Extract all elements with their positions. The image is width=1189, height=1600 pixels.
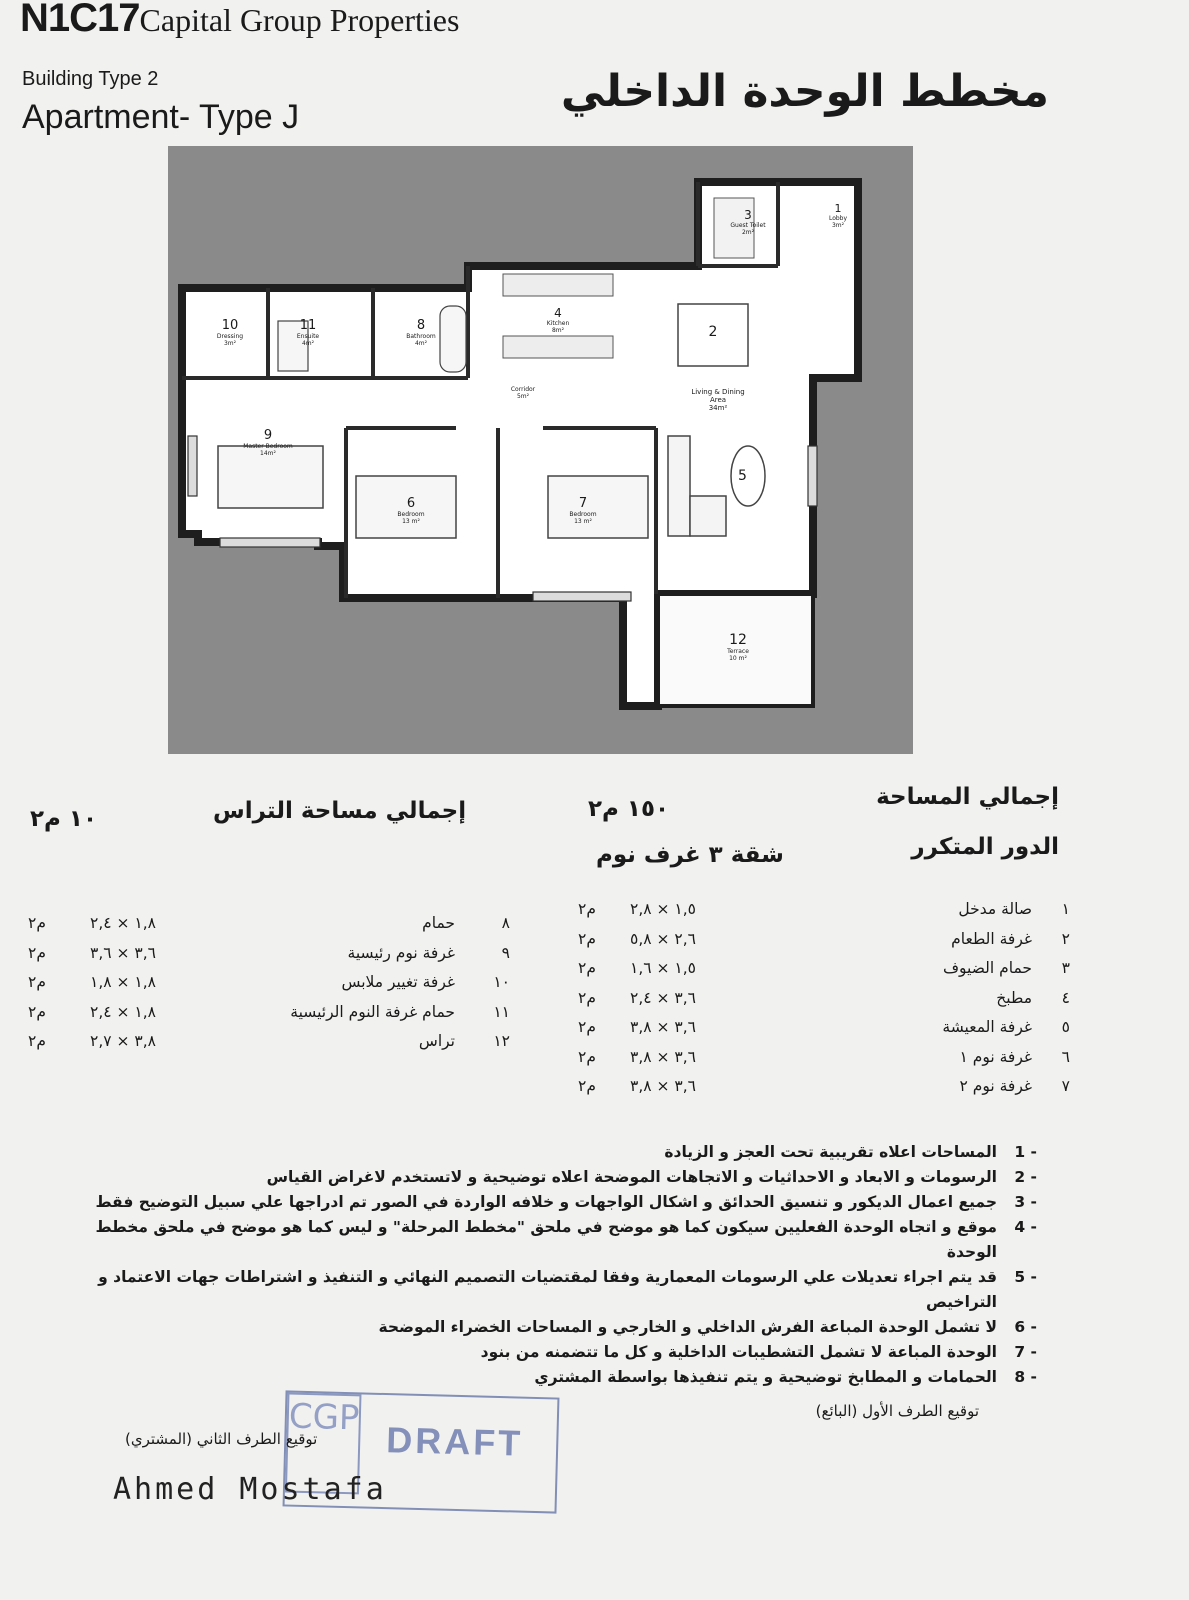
room-label-living [688, 388, 748, 412]
room-area: 13 m² [402, 518, 420, 525]
room-name: تراس [418, 1032, 455, 1050]
notes-list [87, 1140, 1037, 1390]
room-dims: ١,٥ × ٢,٨ [630, 900, 696, 918]
room-number: 6 [406, 496, 416, 511]
room-number: ١ [1061, 900, 1070, 918]
room-number: 4 [554, 306, 562, 320]
room-table-left [20, 914, 530, 1064]
room-dims: ١,٨ × ١,٨ [90, 973, 156, 991]
note-item [87, 1190, 1037, 1215]
room-row [570, 989, 1070, 1015]
terrace-area-value: ١٠ م٢ [30, 806, 97, 832]
room-name: غرفة نوم رئيسية [347, 943, 455, 962]
room-label-ensuite [286, 318, 330, 347]
room-area: 13 m² [574, 518, 592, 525]
room-area: 3m² [223, 340, 237, 347]
note-text: الرسومات و الابعاد و الاحداثيات و الاتجاهات الموضحة اعلاه توضيحية و لاتستخدم لاغراض القياس [266, 1168, 997, 1186]
room-name: صالة مدخل [958, 900, 1032, 918]
floor-plan [168, 146, 913, 754]
note-number: 7 - [1014, 1343, 1037, 1361]
room-row [570, 900, 1070, 926]
note-text: قد يتم اجراء تعديلات علي الرسومات المعمارية وفقا لمقتضيات التصميم النهائي و التنفيذ و اشتراطات جهات الاعتماد و التراخيص [98, 1268, 997, 1311]
buyer-signature-label: توقيع الطرف الثاني (المشتري) [125, 1430, 318, 1448]
room-number: 12 [729, 632, 747, 648]
note-item [87, 1265, 1037, 1315]
room-number-living: 2 [708, 324, 718, 340]
room-area: 3m² [831, 222, 845, 229]
room-row [570, 959, 1070, 985]
stamp-text: DRAFT [385, 1419, 524, 1464]
seller-signature-label: توقيع الطرف الأول (البائع) [815, 1402, 979, 1420]
note-number: 5 - [1014, 1268, 1037, 1286]
room-label-terrace [713, 632, 763, 662]
room-unit: م٢ [578, 929, 596, 948]
note-number: 8 - [1014, 1368, 1037, 1386]
room-unit: م٢ [578, 959, 596, 977]
room-number: ٤ [1061, 988, 1070, 1007]
room-label-master-bedroom [243, 428, 293, 457]
room-label-dressing [208, 318, 252, 347]
room-label-bedroom-7 [558, 496, 608, 525]
room-name: Living & Dining Area [691, 388, 745, 404]
room-row [20, 973, 520, 999]
room-name: Kitchen [546, 320, 570, 327]
room-unit: م٢ [578, 1018, 596, 1036]
room-name: Terrace [727, 648, 749, 655]
room-row [570, 1048, 1070, 1074]
note-item [87, 1340, 1037, 1365]
room-label-corridor [498, 386, 548, 400]
room-number: ١٢ [493, 1032, 510, 1050]
room-dims: ١,٨ × ٢,٤ [90, 914, 156, 932]
room-row [20, 944, 520, 970]
note-number: 2 - [1014, 1168, 1037, 1186]
apartment-type: Apartment- Type J [22, 98, 300, 136]
note-item [87, 1365, 1037, 1390]
room-name: غرفة نوم ١ [959, 1047, 1032, 1066]
room-unit: م٢ [28, 914, 46, 932]
room-number: ٦ [1061, 1047, 1070, 1066]
room-dims: ٣,٦ × ٣,٦ [90, 943, 156, 962]
room-unit: م٢ [28, 973, 46, 991]
note-number: 1 - [1014, 1143, 1037, 1161]
room-number: 7 [578, 496, 588, 511]
building-type: Building Type 2 [22, 68, 159, 90]
room-number: 9 [263, 428, 273, 443]
room-number: ٩ [501, 943, 510, 962]
room-number: 1 [834, 202, 842, 215]
room-name: Bedroom [397, 511, 425, 518]
note-text: جميع اعمال الديكور و تنسيق الحدائق و اشكال الواجهات و خلافه الواردة في الصور تم ادراجها علي سبيل التوضيح فقط [95, 1193, 997, 1211]
note-text: لا تشمل الوحدة المباعة الفرش الداخلي و الخارجي و المساحات الخضراء الموضحة [378, 1318, 997, 1336]
room-name: غرفة تغيير ملابس [341, 973, 455, 991]
room-dims: ٣,٦ × ٢,٤ [630, 988, 696, 1007]
buyer-handwritten-signature: Ahmed Mostafa [113, 1472, 387, 1507]
room-name: غرفة الطعام [951, 929, 1032, 948]
room-unit: م٢ [578, 1047, 596, 1066]
note-number: 3 - [1014, 1193, 1037, 1211]
floor-label: الدور المتكرر [911, 834, 1059, 860]
note-item [87, 1315, 1037, 1340]
room-number: 8 [416, 318, 426, 333]
room-number: ٧ [1061, 1077, 1070, 1095]
room-area: 5m² [516, 393, 530, 400]
room-number: ٥ [1061, 1018, 1070, 1036]
stamp-mark: CGP [285, 1392, 362, 1494]
note-item [87, 1215, 1037, 1265]
note-text: الحمامات و المطابخ توضيحية و يتم تنفيذها بواسطة المشتري [534, 1368, 997, 1386]
note-text: الوحدة المباعة لا تشمل التشطيبات الداخلية و كل ما تتضمنه من بنود [480, 1343, 997, 1361]
room-area: 10 m² [729, 655, 747, 662]
room-label-lobby [818, 202, 858, 229]
room-name: Guest Toilet [730, 222, 766, 229]
room-area: 34m² [708, 404, 728, 412]
room-number: 3 [744, 208, 752, 222]
room-unit: م٢ [578, 1077, 596, 1095]
note-item [87, 1140, 1037, 1165]
brand-header [20, 0, 459, 41]
company-name: Capital Group Properties [139, 2, 460, 38]
room-number-5: 5 [738, 468, 747, 484]
room-row [570, 1018, 1070, 1044]
room-name: غرفة المعيشة [942, 1018, 1032, 1036]
note-text: المساحات اعلاه تقريبية تحت العجز و الزيادة [664, 1143, 997, 1161]
room-label-kitchen [533, 306, 583, 334]
total-area-label: إجمالي المساحة [876, 784, 1059, 810]
room-number: ٢ [1061, 929, 1070, 948]
room-area: 4m² [301, 340, 315, 347]
room-table-right [570, 900, 1070, 1110]
room-label-bathroom [396, 318, 446, 347]
room-dims: ٣,٦ × ٣,٨ [630, 1018, 696, 1036]
room-name: حمام الضيوف [942, 959, 1032, 977]
note-text: موقع و اتجاه الوحدة الفعليين سيكون كما هو موضح في ملحق "مخطط المرحلة" و ليس كما هو موضح في ملحق مخطط الوحدة [95, 1218, 997, 1261]
room-name: غرفة نوم ٢ [959, 1077, 1032, 1095]
note-number: 6 - [1014, 1318, 1037, 1336]
room-number: 11 [299, 318, 317, 333]
room-label-bedroom-6 [386, 496, 436, 525]
room-unit: م٢ [578, 988, 596, 1007]
project-code: N1C17 [20, 0, 140, 40]
room-dims: ٣,٦ × ٣,٨ [630, 1047, 696, 1066]
unit-label: شقة ٣ غرف نوم [596, 842, 784, 868]
room-name: حمام غرفة النوم الرئيسية [290, 1002, 455, 1021]
room-name: Dressing [216, 333, 244, 340]
room-unit: م٢ [28, 943, 46, 962]
plan-title: مخطط الوحدة الداخلي [560, 66, 1049, 117]
room-name: Bedroom [569, 511, 597, 518]
room-name: حمام [422, 914, 455, 932]
room-number: ٨ [501, 914, 510, 932]
room-area: 8m² [551, 327, 565, 334]
room-area: 4m² [414, 340, 428, 347]
room-dims: ١,٥ × ١,٦ [630, 959, 696, 977]
room-unit: م٢ [578, 900, 596, 918]
room-row [570, 930, 1070, 956]
room-dims: ١,٨ × ٢,٤ [90, 1002, 156, 1021]
room-number: ٣ [1061, 959, 1070, 977]
room-row [20, 914, 520, 940]
room-number: 10 [221, 318, 239, 333]
room-row [20, 1032, 520, 1058]
room-number: ١٠ [493, 973, 510, 991]
room-label-guest-toilet [728, 208, 768, 236]
note-number: 4 - [1014, 1218, 1037, 1236]
room-number: ١١ [493, 1002, 510, 1021]
room-area: 14m² [260, 450, 276, 457]
room-name: Ensuite [296, 333, 320, 340]
terrace-area-label: إجمالي مساحة التراس [213, 798, 467, 824]
note-item [87, 1165, 1037, 1190]
total-area-value: ١٥٠ م٢ [588, 796, 670, 822]
room-area: 2m² [741, 229, 755, 236]
room-dims: ٣,٦ × ٣,٨ [630, 1077, 696, 1095]
room-name: مطبخ [996, 988, 1032, 1007]
room-name: Lobby [828, 215, 848, 222]
room-dims: ٣,٨ × ٢,٧ [90, 1032, 156, 1050]
room-unit: م٢ [28, 1032, 46, 1050]
room-name: Master Bedroom [243, 443, 293, 450]
room-name: Bathroom [406, 333, 436, 340]
room-row [20, 1003, 520, 1029]
room-row [570, 1077, 1070, 1103]
room-name: Corridor [510, 386, 536, 393]
room-dims: ٢,٦ × ٥,٨ [630, 929, 696, 948]
room-unit: م٢ [28, 1002, 46, 1021]
